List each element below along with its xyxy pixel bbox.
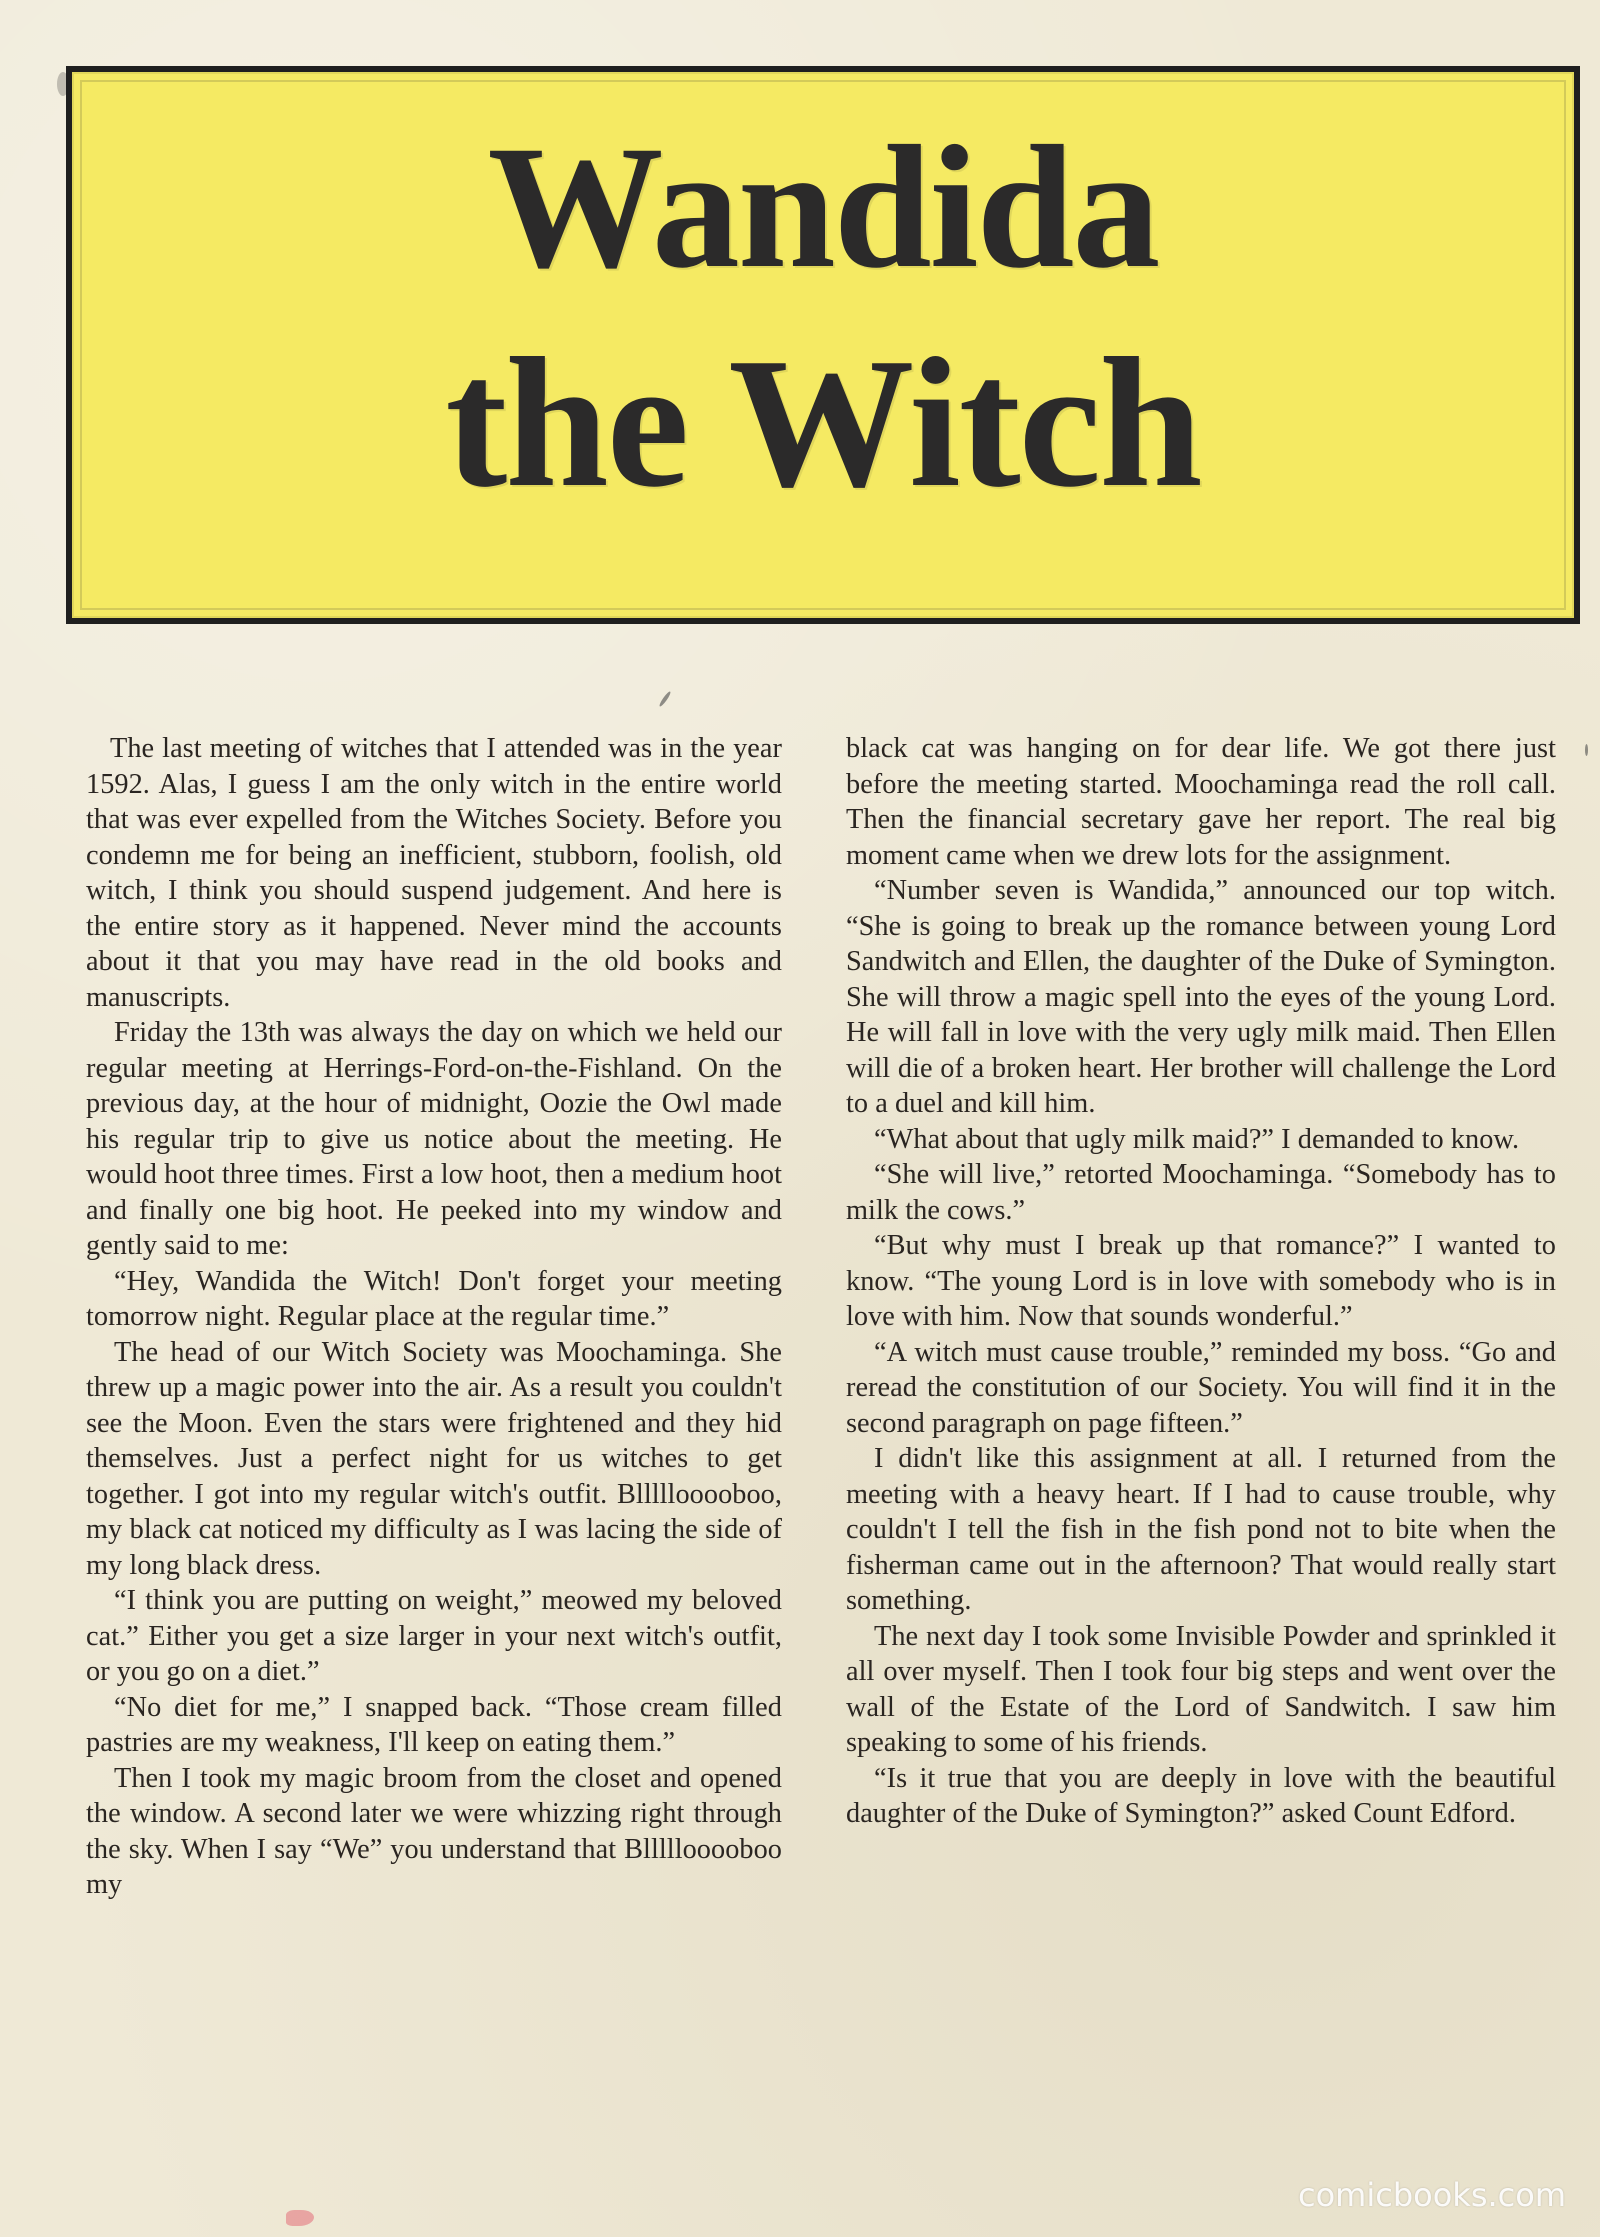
story-column-right (846, 731, 1556, 1832)
title-panel (66, 66, 1580, 624)
paragraph: “Hey, Wandida the Witch! Don't forget your meeting tomorrow night. Regular place at the regular time.” (86, 1265, 782, 1332)
paragraph: The last meeting of witches that I attended was in the year 1592. Alas, I guess I am the only witch in the entire world that was ever expelled from the Witches Society. Before you condemn me for being an inefficient, stubborn, foolish, old witch, I think you should suspend judgement. And here is the entire story as it happened. Never mind the accounts about it that you may have read in the old books and manuscripts. (86, 733, 782, 1013)
paragraph: “I think you are putting on weight,” meowed my beloved cat.” Either you get a size larger in your next witch's outfit, or you go on a diet.” (86, 1585, 782, 1687)
paragraph: “She will live,” retorted Moochaminga. “Somebody has to milk the cows.” (846, 1159, 1556, 1226)
paragraph: “But why must I break up that romance?” I wanted to know. “The young Lord is in love with somebody who is in love with him. Now that sounds wonderful.” (846, 1230, 1556, 1332)
paragraph: “A witch must cause trouble,” reminded my boss. “Go and reread the constitution of our Society. You will find it in the second paragraph on page fifteen.” (846, 1336, 1556, 1439)
print-spot (1585, 744, 1588, 756)
paragraph: The next day I took some Invisible Powder and sprinkled it all over myself. Then I took four big steps and went over the wall of the Estate of the Lord of Sandwitch. I saw him speaking to some of his friends. (846, 1620, 1556, 1758)
paragraph: Friday the 13th was always the day on which we held our regular meeting at Herrings-Ford-on-the-Fishland. On the previous day, at the hour of midnight, Oozie the Owl made his regular trip to give us notice about the meeting. He would hoot three times. First a low hoot, then a medium hoot and finally one big hoot. He peeked into my window and gently said to me: (86, 1017, 782, 1261)
site-watermark: comicbooks.com (1297, 2176, 1566, 2214)
paragraph: I didn't like this assignment at all. I returned from the meeting with a heavy heart. If I had to cause trouble, why couldn't I tell the fish in the fish pond not to bite when the fisherman came out in the afternoon? That would really start something. (846, 1443, 1556, 1616)
story-title-line-1: Wandida (487, 110, 1159, 305)
paragraph: “What about that ugly milk maid?” I demanded to know. (874, 1123, 1520, 1155)
story-column-left (86, 731, 782, 1903)
paragraph: black cat was hanging on for dear life. We got there just before the meeting started. Moochaminga read the roll call. Then the financial secretary gave her report. The real big moment came when we drew lots for the assignment. (846, 733, 1556, 871)
paragraph: The head of our Witch Society was Moochaminga. She threw up a magic power into the air. As a result you couldn't see the Moon. Even the stars were frightened and they hid themselves. Just a perfect night for us witches to get together. I got into my regular witch's outfit. Blllllooooboo, my black cat noticed my difficulty as I was lacing the side of my long black dress. (86, 1336, 782, 1581)
paragraph: “Number seven is Wandida,” announced our top witch. “She is going to break up the romance between young Lord Sandwitch and Ellen, the daughter of the Duke of Symington. She will throw a magic spell into the eyes of the young Lord. He will fall in love with the very ugly milk maid. Then Ellen will die of a broken heart. Her brother will challenge the Lord to a duel and kill him. (846, 875, 1556, 1119)
paragraph: “No diet for me,” I snapped back. “Those cream filled pastries are my weakness, I'll keep on eating them.” (86, 1691, 782, 1758)
paragraph: “Is it true that you are deeply in love with the beautiful daughter of the Duke of Symington?” asked Count Edford. (846, 1762, 1556, 1829)
story-title-line-2: the Witch (445, 320, 1201, 526)
paragraph: Then I took my magic broom from the closet and opened the window. A second later we were whizzing right through the sky. When I say “We” you understand that Blllllooooboo my (86, 1762, 782, 1900)
print-spot (658, 690, 672, 707)
ink-stain (286, 2210, 314, 2226)
